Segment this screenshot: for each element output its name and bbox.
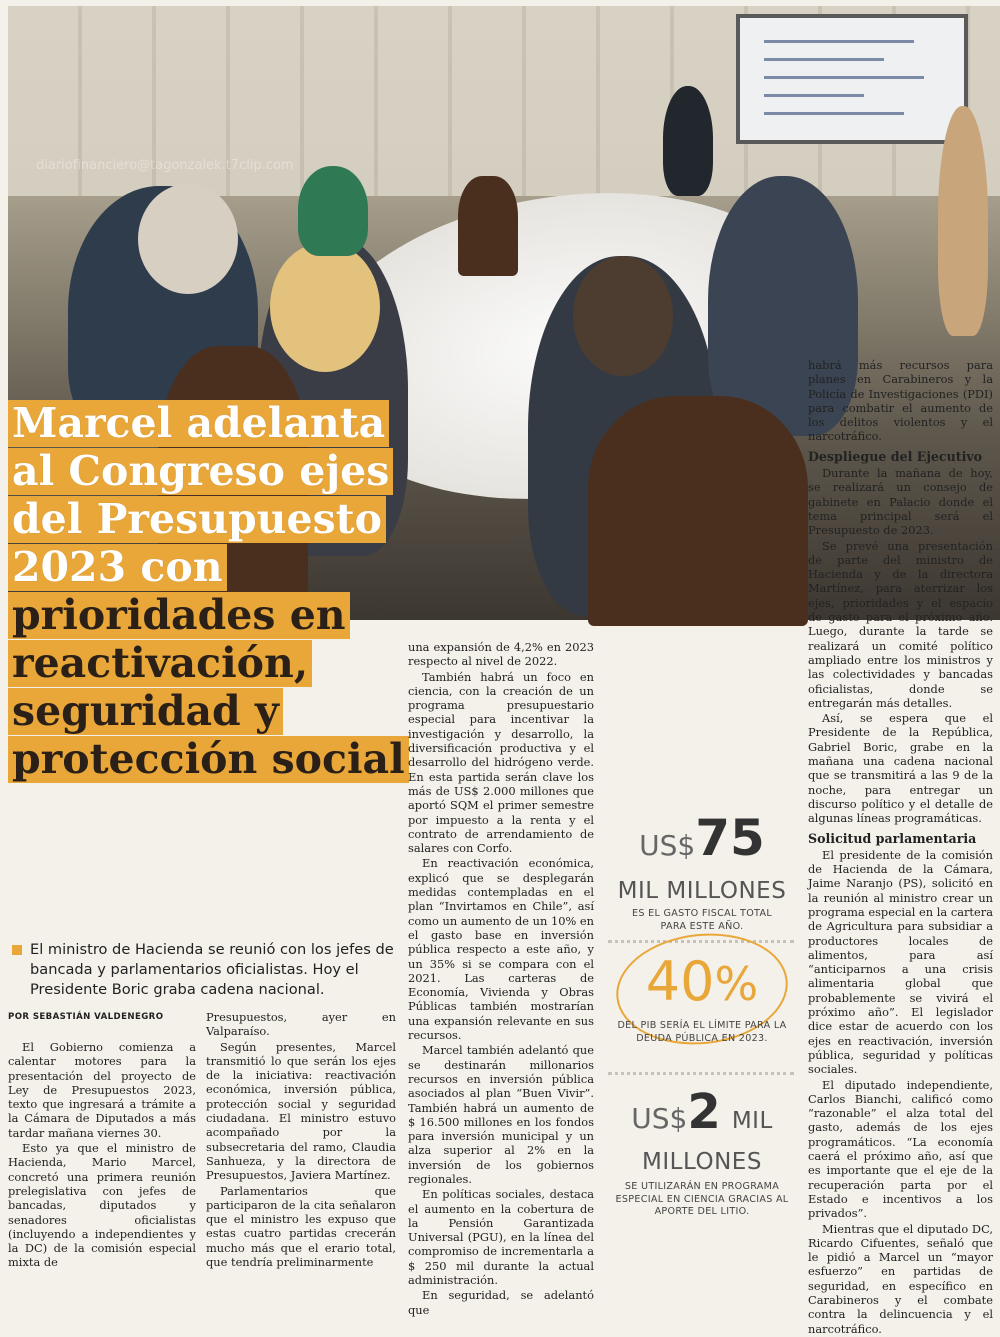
paragraph: El Gobierno comienza a calentar motores para la presentación del proyecto de Ley de Presupuestos 2023, texto que ingresará a trámite a la Cámara de Diputados a más tardar mañana viernes 30. [8,1040,196,1140]
paragraph: Se prevé una presentación de parte del ministro de Hacienda y de la directora Martínez, para aterrizar los ejes, prioridades y el espacio de gasto para el próximo año. Luego, durante la tarde se realizará un comité político ampliado entre los ministros y las colectividades y bancadas oficialistas, donde se entregarán más detalles. [808,538,993,710]
stat-total-spending [604,810,800,933]
paragraph: En seguridad, se adelantó que [408,1288,594,1317]
headline-line: al Congreso ejes [8,448,393,495]
body-column-3 [408,640,594,1318]
stat-note: DEL PIB SERÍA EL LÍMITE PARA LA DEUDA PÚBLICA EN 2023. [617,1020,787,1044]
paragraph: También habrá un foco en ciencia, con la creación de un programa presupuestario especial para incentivar la investigación y desarrollo, la diversificación productiva y el desarrollo del hidrógeno verde. En esta partida serán clave los más de US$ 2.000 millones que aportó SQM el primer semestre por impuesto a la renta y el contrato de arrendamiento de salares con Corfo. [408,669,594,856]
stat-number: 75 [695,809,765,867]
wooden-chair [588,396,808,626]
stat-unit: MIL MILLONES [617,878,787,904]
paragraph: En políticas sociales, destaca el aumento en la cobertura de la Pensión Garantizada Universal (PGU), en la línea del compromiso de incrementarla a $ 250 mil durante la actual administración. [408,1187,594,1288]
headline-line: Marcel adelanta [8,400,389,447]
lead-text: El ministro de Hacienda se reunió con los jefes de bancada y parlamentarios oficialistas. Hoy el Presidente Boric graba cadena nacional. [30,941,394,998]
person [270,242,380,372]
stat-science-program [604,1086,800,1219]
stat-unit: MIL [731,1108,773,1134]
headline-line: seguridad y [8,688,283,735]
stats-box [604,810,800,1250]
paragraph: Parlamentarios que participaron de la cita señalaron que el ministro les expuso que estas cuatro partidas crecerán mucho más que el erario total, que tendría preliminarmente [206,1183,396,1270]
headline [8,400,403,784]
paragraph: Según presentes, Marcel transmitió lo que serán los ejes de la iniciativa: reactivación económica, inversión pública, protección social y seguridad ciudadana. El ministro estuvo acompañado por la subsecretaria del ramo, Claudia Sanhueza, y la directora de Presupuestos, Javiera Martínez. [206,1039,396,1183]
person [938,106,988,336]
stat-note: ES EL GASTO FISCAL TOTAL PARA ESTE AÑO. [632,908,772,932]
headline-year: 2023 con [12,543,223,591]
paragraph: Marcel también adelantó que se destinarán millonarios recursos en inversión pública asociados al plan “Buen Vivir”. También habrá un aumento de $ 16.500 millones en los fondos para inversión municipal y un alza superior al 2% en la inversión de los gobiernos regionales. [408,1043,594,1186]
stat-unit: MILLONES [642,1149,762,1175]
headline-line: del Presupuesto [8,496,386,543]
paragraph: habrá más recursos para planes en Carabineros y la Policía de Investigaciones (PDI) para combatir el aumento de los delitos violentos y el narcotráfico. [808,358,993,444]
person [573,256,673,376]
paragraph: El diputado independiente, Carlos Bianchi, calificó como “razonable” el alza total del gasto, además de los ejes programáticos. “La economía caerá el próximo año, así que es importante que el eje de la recuperación parta por el Estado e incentivos a los privados”. [808,1077,993,1221]
section-heading: Solicitud parlamentaria [808,830,977,846]
byline: POR SEBASTIÁN VALDENEGRO [8,1012,164,1022]
divider [608,1072,794,1075]
person [138,184,238,294]
wooden-chair [458,176,518,276]
stat-number: 40 [645,950,715,1013]
body-column-1 [8,1040,196,1271]
stat-number: 2 [687,1084,721,1140]
headline-line: protección social [8,736,409,783]
headline-line: reactivación, [8,640,312,687]
stat-note: SE UTILIZARÁN EN PROGRAMA ESPECIAL EN CIENCIA GRACIAS AL APORTE DEL LITIO. [615,1181,789,1217]
paragraph: Esto ya que el ministro de Hacienda, Mario Marcel, concretó una primera reunión prelegislativa con jefes de bancadas, diputados y senadores oficialistas (incluyendo a independientes y la DC) de la comisión especial mixta de [8,1141,196,1270]
paragraph: El presidente de la comisión de Hacienda de la Cámara, Jaime Naranjo (PS), solicitó en la reunión al ministro crear un programa especial en la cartera de Agricultura para subsidiar a productores locales de alimentos, para así “anticiparnos a una crisis alimentaria global que probablemente se vivirá el próximo año”. El legislador dice estar de acuerdo con los ejes en reactivación, inversión pública, seguridad y políticas sociales. [808,847,993,1077]
paragraph: Presupuestos, ayer en Valparaíso. [206,1010,396,1039]
bullet-square-icon [12,945,22,955]
photo-watermark: diariofinanciero@tagonzalek.t7clip.com [36,158,294,173]
person [663,86,713,196]
lead-paragraph [8,940,398,1000]
headline-line: prioridades en [8,592,350,639]
headline-line [8,544,227,591]
projection-screen [736,14,968,144]
percent-symbol: % [714,957,759,1011]
paragraph: una expansión de 4,2% en 2023 respecto al nivel de 2022. [408,640,594,669]
body-column-2 [206,1010,396,1270]
paragraph: Así, se espera que el Presidente de la República, Gabriel Boric, grabe en la mañana una cadena nacional que se transmitirá a las 9 de la noche, para entregar un discurso político y el detalle de algunas líneas programáticas. [808,711,993,826]
person [298,166,368,256]
stat-debt-limit [604,950,800,1013]
section-heading: Despliegue del Ejecutivo [808,448,983,464]
paragraph: Mientras que el diputado DC, Ricardo Cifuentes, señaló que le pidió a Marcel un “mayor esfuerzo” en partidas de seguridad, en específico en Carabineros y el combate contra la delincuencia y el narcotráfico. [808,1221,993,1336]
body-column-4 [808,358,993,1337]
paragraph: En reactivación económica, explicó que se desplegarán medidas contempladas en el plan “Invirtamos en Chile”, así como un aumento de un 10% en el gasto base en inversión pública respecto a este año, y un 35% si se compara con el 2021. Las carteras de Economía, Vivienda y Obras Públicas también mostrarían una expansión relevante en sus recursos. [408,856,594,1043]
stat-currency: US$ [639,829,696,862]
stat-currency: US$ [631,1102,688,1135]
paragraph: Durante la mañana de hoy, se realizará un consejo de gabinete en Palacio donde el tema principal será el Presupuesto de 2023. [808,466,993,538]
